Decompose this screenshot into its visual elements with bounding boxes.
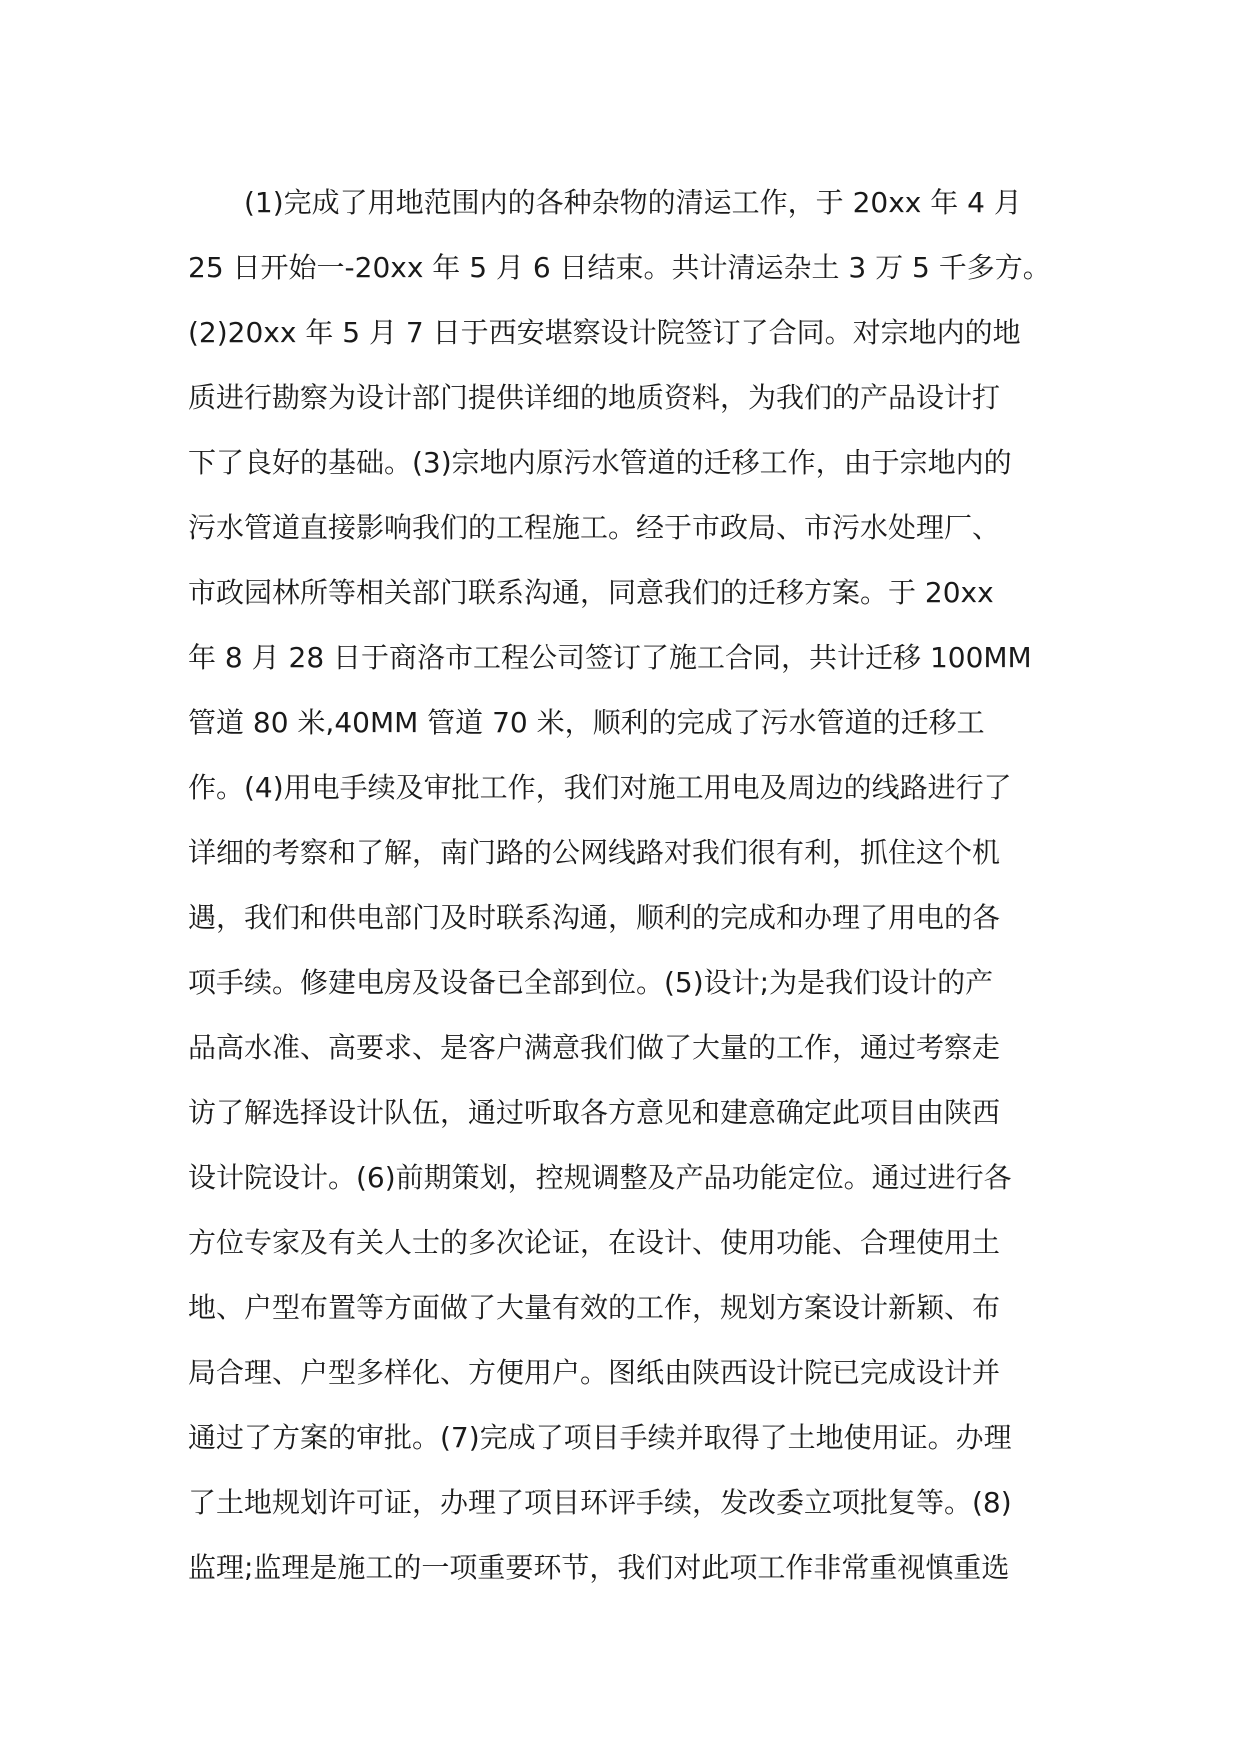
text-line: 地、户型布置等方面做了大量有效的工作，规划方案设计新颖、布 [188,1291,1001,1324]
text-line: 通过了方案的审批。(7)完成了项目手续并取得了土地使用证。办理 [188,1421,1012,1454]
text-line: 25 日开始一-20xx 年 5 月 6 日结束。共计清运杂土 3 万 5 千多方。 [188,251,1051,284]
text-line: 遇，我们和供电部门及时联系沟通，顺利的完成和办理了用电的各 [188,901,1001,934]
text-line: 访了解选择设计队伍，通过听取各方意见和建意确定此项目由陕西 [188,1096,1001,1129]
text-line: 项手续。修建电房及设备已全部到位。(5)设计;为是我们设计的产 [188,966,994,999]
text-line: 设计院设计。(6)前期策划，控规调整及产品功能定位。通过进行各 [188,1161,1012,1194]
text-line: (2)20xx 年 5 月 7 日于西安堪察设计院签订了合同。对宗地内的地 [188,316,1021,349]
text-line: 局合理、户型多样化、方便用户。图纸由陕西设计院已完成设计并 [188,1356,1001,1389]
text-line: 质进行勘察为设计部门提供详细的地质资料，为我们的产品设计打 [188,381,1001,414]
text-line: 污水管道直接影响我们的工程施工。经于市政局、市污水处理厂、 [188,511,1001,544]
body-text [188,170,1068,1600]
text-line: 方位专家及有关人士的多次论证，在设计、使用功能、合理使用土 [188,1226,1001,1259]
text-line: 管道 80 米,40MM 管道 70 米，顺利的完成了污水管道的迁移工 [188,706,985,739]
text-line: 市政园林所等相关部门联系沟通，同意我们的迁移方案。于 20xx [188,576,994,609]
text-line: 监理;监理是施工的一项重要环节，我们对此项工作非常重视慎重选 [188,1551,1010,1584]
text-line: 了土地规划许可证，办理了项目环评手续，发改委立项批复等。(8) [188,1486,1012,1519]
text-line: 作。(4)用电手续及审批工作，我们对施工用电及周边的线路进行了 [188,771,1012,804]
text-line: 详细的考察和了解，南门路的公网线路对我们很有利，抓住这个机 [188,836,1001,869]
text-line: 品高水准、高要求、是客户满意我们做了大量的工作，通过考察走 [188,1031,1001,1064]
text-line: (1)完成了用地范围内的各种杂物的清运工作，于 20xx 年 4 月 [188,186,1022,219]
text-line: 下了良好的基础。(3)宗地内原污水管道的迁移工作，由于宗地内的 [188,446,1012,479]
text-line: 年 8 月 28 日于商洛市工程公司签订了施工合同，共计迁移 100MM [188,641,1032,674]
